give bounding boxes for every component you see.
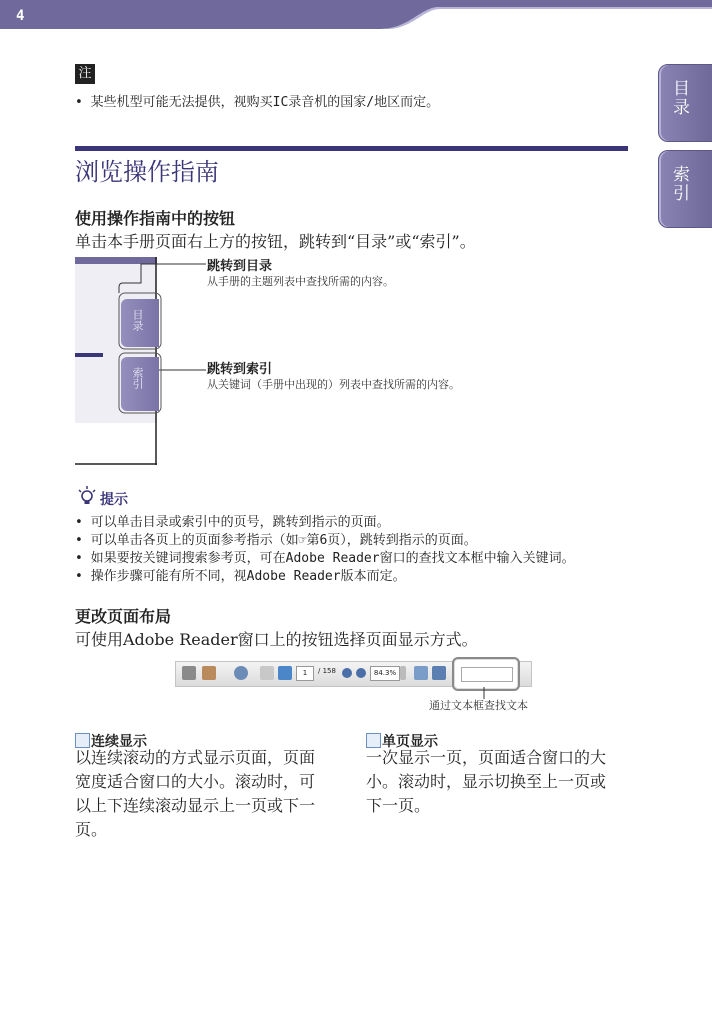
callout-index-title: 跳转到索引: [207, 362, 273, 377]
print-icon[interactable]: [182, 666, 196, 680]
continuous-line-2: 宽度适合窗口的大小。滚动时，可: [75, 772, 316, 791]
hint-item-3: • 如果要按关键词搜索参考页，可在Adobe Reader窗口的查找文本框中输入关键词。: [75, 551, 575, 566]
header-band: [0, 0, 712, 29]
buttons-intro: 单击本手册页面右上方的按钮，跳转到“目录”或“索引”。: [75, 232, 476, 251]
buttons-heading: 使用操作指南中的按钮: [75, 209, 236, 228]
continuous-body: [75, 746, 315, 842]
continuous-line-4: 页。: [75, 820, 108, 839]
zoom-dropdown-icon[interactable]: [400, 666, 406, 680]
illustration-index-tab: [121, 357, 159, 411]
continuous-line-1: 以连续滚动的方式显示页面，页面: [75, 748, 316, 767]
zoom-out-icon[interactable]: [342, 668, 352, 678]
layout-intro: 可使用Adobe Reader窗口上的按钮选择页面显示方式。: [75, 630, 478, 649]
illustration-index-label: 索引: [131, 367, 144, 389]
hint-item-4: • 操作步骤可能有所不同，视Adobe Reader版本而定。: [75, 569, 406, 584]
find-callout-label: 通过文本框查找文本: [429, 699, 528, 712]
lightbulb-icon: [77, 486, 97, 508]
hint-item-1: • 可以单击目录或索引中的页号，跳转到指示的页面。: [75, 515, 390, 530]
single-line-1: 一次显示一页，页面适合窗口的大: [366, 748, 607, 767]
zoom-field[interactable]: 84.3%: [370, 666, 400, 681]
next-page-icon[interactable]: [278, 666, 292, 680]
contents-tab[interactable]: [658, 64, 712, 142]
note-text: • 某些机型可能无法提供，视购买IC录音机的国家/地区而定。: [75, 95, 440, 110]
single-line-3: 下一页。: [366, 796, 431, 815]
section-title: 浏览操作指南: [75, 158, 219, 186]
find-text-box[interactable]: [452, 657, 520, 691]
callout-contents-desc: 从手册的主题列表中查找所需的内容。: [207, 275, 394, 288]
index-tab-label: 索引: [669, 165, 689, 203]
continuous-line-3: 以上下连续滚动显示上一页或下一: [75, 796, 316, 815]
page-total: / 158: [318, 667, 336, 675]
note-badge: 注: [75, 64, 95, 84]
hint-title: 提示: [100, 492, 128, 508]
single-title-text: 单页显示: [382, 734, 438, 750]
single-page-view-icon[interactable]: [432, 666, 446, 680]
continuous-view-icon[interactable]: [414, 666, 428, 680]
callout-contents-title: 跳转到目录: [207, 259, 273, 274]
index-tab[interactable]: [658, 150, 712, 228]
page-number-field[interactable]: 1: [296, 666, 314, 681]
hint-item-2: • 可以单击各页上的页面参考指示（如☞第6页），跳转到指示的页面。: [75, 533, 477, 548]
callout-index-desc: 从关键词（手册中出现的）列表中查找所需的内容。: [207, 378, 460, 391]
prev-page-icon[interactable]: [260, 666, 274, 680]
find-text-input[interactable]: [461, 667, 513, 682]
page-number: 4: [16, 8, 25, 24]
illustration-contents-tab: [121, 299, 159, 347]
single-line-2: 小。滚动时，显示切换至上一页或: [366, 772, 607, 791]
zoom-in-icon[interactable]: [356, 668, 366, 678]
layout-heading: 更改页面布局: [75, 607, 172, 626]
single-body: [366, 746, 606, 818]
continuous-title-text: 连续显示: [91, 734, 147, 750]
contents-tab-label: 目录: [669, 79, 689, 117]
section-rule: [75, 146, 628, 151]
illustration-contents-label: 目录: [131, 309, 144, 331]
comment-icon[interactable]: [234, 666, 248, 680]
tools-icon[interactable]: [202, 666, 216, 680]
